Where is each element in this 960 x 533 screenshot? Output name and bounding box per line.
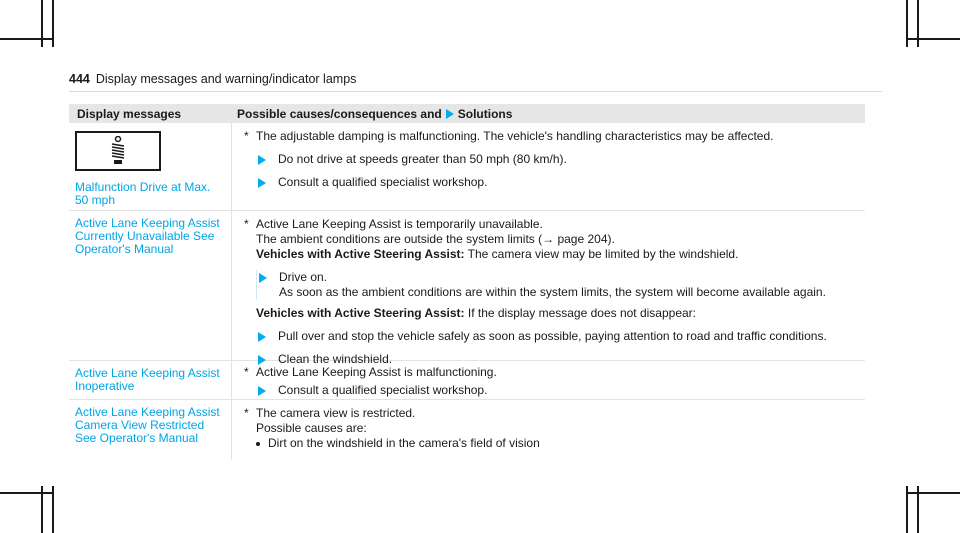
solution-text: Clean the windshield. [278,352,393,366]
cause-sentence: The camera view is restricted. [256,406,416,420]
page-title: Display messages and warning/indicator lamps [95,72,357,86]
message-cell [69,211,231,360]
solution-step [256,270,865,300]
message-text-line: Operator's Manual [75,242,174,256]
page-ref-arrow: → [542,232,555,246]
cause-text [244,365,865,380]
message-cell [69,361,231,399]
play-arrow-icon [258,178,266,188]
table-row [69,123,865,211]
play-arrow-icon [258,386,266,396]
message-text-line: Active Lane Keeping Assist [75,366,220,380]
solution-text: Consult a qualified specialist workshop. [278,175,488,189]
solution-step [244,152,865,167]
asterisk: * [244,129,249,143]
cause-sentence: Active Lane Keeping Assist is malfunctioning. [256,365,497,379]
message-text-line: Malfunction Drive at Max. [75,180,211,194]
message-text-line: 50 mph [75,193,116,207]
cause-text [244,406,865,421]
cause-sentence: Active Lane Keeping Assist is temporarily unavailable. [256,217,543,231]
causes-label: Possible causes are: [256,421,367,435]
solution-subtext: As soon as the ambient conditions are within the system limits, the system will become available again. [279,285,826,299]
solution-text: Do not drive at speeds greater than 50 mph (80 km/h). [278,152,567,166]
message-text-line: Active Lane Keeping Assist [75,216,220,230]
solution-text: Pull over and stop the vehicle safely as soon as possible, paying attention to road and traffic conditions. [278,329,827,343]
vehicles-text: The camera view may be limited by the windshield. [464,247,739,261]
table-row [69,400,865,460]
solution-step [244,329,865,344]
solution-text: Consult a qualified specialist workshop. [278,383,488,397]
crop-mark [52,0,54,47]
page-reference-link[interactable]: page 204). [554,232,615,246]
play-arrow-icon [446,109,454,119]
cause-cell [231,361,865,399]
play-arrow-icon [258,355,266,365]
vehicles-label: Vehicles with Active Steering Assist: [256,306,465,320]
message-text-line: Camera View Restricted [75,418,205,432]
cause-sentence: The adjustable damping is malfunctioning. The vehicle's handling characteristics may be affected. [256,129,774,143]
asterisk: * [244,406,249,420]
play-arrow-icon [258,332,266,342]
message-text-line: Inoperative [75,379,135,393]
crop-mark [52,486,54,533]
col-header-causes-label: Possible causes/consequences and [237,106,442,121]
page-header [69,72,356,86]
solution-step [244,383,865,398]
cause-cell [231,123,865,210]
cause-cell [231,400,865,460]
col-header-solutions-label: Solutions [457,106,513,121]
message-text-line: Currently Unavailable See [75,229,215,243]
cause-text [244,217,865,232]
note-part: The ambient conditions are outside the system limits ( [256,232,543,246]
table-row [69,211,865,366]
cause-cell [231,211,865,366]
table-header [69,104,865,123]
note-text [244,232,865,247]
vehicle-note [244,306,865,321]
messages-table [69,104,865,460]
vehicles-label: Vehicles with Active Steering Assist: [256,247,465,261]
crop-mark [908,38,960,40]
message-text-line: See Operator's Manual [75,431,199,445]
solution-text: Drive on. [279,270,328,284]
play-arrow-icon [258,155,266,165]
col-header-causes [231,107,865,121]
vehicles-text: If the display message does not disappear: [464,306,697,320]
bullet-item: Dirt on the windshield in the camera's field of vision [256,436,865,451]
suspension-spring-icon [75,131,161,171]
message-cell [69,123,231,210]
crop-mark [908,492,960,494]
message-text-line: Active Lane Keeping Assist [75,405,220,419]
asterisk: * [244,365,249,379]
cause-text [244,129,865,144]
crop-mark [0,38,52,40]
page-number: 444 [69,72,90,86]
col-header-display-messages: Display messages [77,106,182,121]
vehicle-note [244,247,865,262]
asterisk: * [244,217,249,231]
crop-mark [0,492,52,494]
play-arrow-icon [259,273,267,283]
header-divider [69,91,882,92]
message-cell [69,400,231,460]
crop-mark [906,0,908,47]
table-row [69,361,865,400]
crop-mark [906,486,908,533]
solution-step [244,175,865,190]
